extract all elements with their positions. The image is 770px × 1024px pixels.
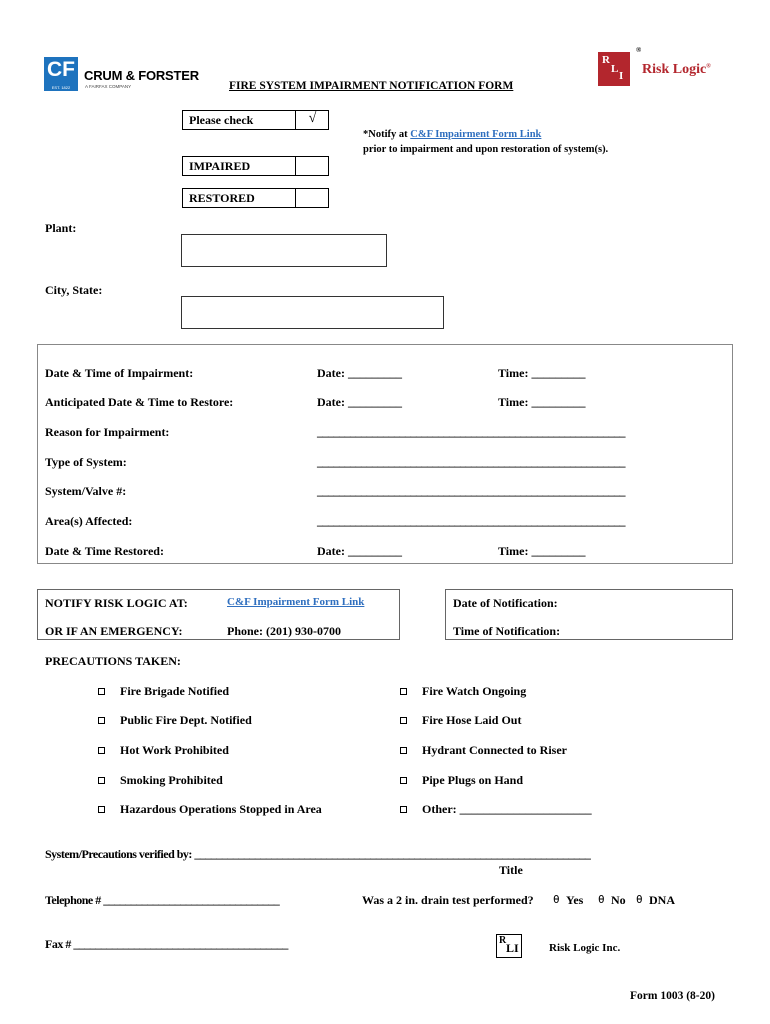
crum-forster-logo-text: CRUM & FORSTER	[84, 68, 199, 83]
restored-datetime-label: Date & Time Restored:	[45, 544, 164, 558]
form-number: Form 1003 (8-20)	[630, 990, 715, 1002]
impairment-date-field[interactable]: Date: _________	[317, 366, 402, 380]
fax-field[interactable]: Fax # _______________________________________	[45, 937, 288, 951]
areas-affected-field[interactable]: ________________________________________________________	[317, 514, 625, 528]
drain-dna-label: DNA	[649, 893, 675, 907]
plant-label: Plant:	[45, 221, 77, 235]
restored-label: RESTORED	[189, 191, 255, 205]
system-valve-field[interactable]: ________________________________________________________	[317, 484, 625, 498]
precautions-title: PRECAUTIONS TAKEN:	[45, 654, 181, 668]
restored-checkbox[interactable]	[295, 188, 329, 208]
precaution-fire-brigade: Fire Brigade Notified	[120, 684, 230, 698]
drain-dna-radio[interactable]: θ	[636, 893, 643, 906]
system-type-label: Type of System:	[45, 455, 127, 469]
precaution-pipe-plugs: Pipe Plugs on Hand	[422, 773, 524, 787]
please-check-label: Please check	[189, 113, 254, 127]
rli-footer-logo: R LI	[496, 934, 522, 958]
crum-forster-est: EST. 1822	[51, 85, 71, 90]
form-title: FIRE SYSTEM IMPAIRMENT NOTIFICATION FORM	[229, 80, 514, 92]
impairment-datetime-label: Date & Time of Impairment:	[45, 366, 194, 380]
restored-row	[182, 188, 329, 208]
risk-logic-registered-mark: ®	[636, 46, 642, 54]
system-type-field[interactable]: ________________________________________________________	[317, 455, 625, 469]
drain-yes-label: Yes	[566, 893, 584, 907]
anticipated-date-field[interactable]: Date: _________	[317, 395, 402, 409]
precaution-checkbox[interactable]	[400, 777, 407, 784]
telephone-field[interactable]: Telephone # ________________________________	[45, 893, 280, 907]
restored-time-field[interactable]: Time: _________	[498, 544, 586, 558]
anticipated-restore-label: Anticipated Date & Time to Restore:	[45, 395, 234, 409]
notify-instruction-cont: prior to impairment and upon restoration of system(s).	[363, 144, 609, 155]
anticipated-time-field[interactable]: Time: _________	[498, 395, 586, 409]
precaution-checkbox[interactable]	[98, 688, 105, 695]
reason-label: Reason for Impairment:	[45, 425, 170, 439]
precaution-fire-watch: Fire Watch Ongoing	[422, 684, 527, 698]
precaution-hazardous-ops: Hazardous Operations Stopped in Area	[120, 802, 322, 816]
company-name: Risk Logic Inc.	[549, 942, 621, 954]
plant-input[interactable]	[181, 234, 387, 267]
drain-no-radio[interactable]: θ	[598, 893, 605, 906]
please-check-row	[182, 110, 329, 130]
drain-test-question: Was a 2 in. drain test performed?	[362, 893, 534, 907]
areas-affected-label: Area(s) Affected:	[45, 514, 133, 528]
precaution-public-fire-dept: Public Fire Dept. Notified	[120, 713, 252, 727]
notify-instruction: *Notify at C&F Impairment Form Link	[363, 129, 542, 140]
notification-time-label: Time of Notification:	[453, 624, 561, 638]
title-caption: Title	[499, 863, 523, 877]
system-valve-label: System/Valve #:	[45, 484, 127, 498]
precaution-hydrant: Hydrant Connected to Riser	[422, 743, 567, 757]
precaution-checkbox[interactable]	[400, 806, 407, 813]
precaution-smoking: Smoking Prohibited	[120, 773, 223, 787]
precaution-checkbox[interactable]	[98, 806, 105, 813]
precaution-other[interactable]: Other: ______________________	[422, 802, 592, 816]
restored-date-field[interactable]: Date: _________	[317, 544, 402, 558]
risk-logic-logo-text: Risk Logic®	[642, 62, 711, 77]
precaution-checkbox[interactable]	[400, 747, 407, 754]
precaution-checkbox[interactable]	[400, 688, 407, 695]
crum-forster-logo-subtitle: A FAIRFAX COMPANY	[85, 84, 132, 89]
notify-form-link[interactable]: C&F Impairment Form Link	[227, 596, 365, 608]
notify-label: NOTIFY RISK LOGIC AT:	[45, 596, 188, 610]
verified-by-field[interactable]: System/Precautions verified by: ________________________________________________________________________	[45, 847, 591, 861]
emergency-phone: Phone: (201) 930-0700	[227, 624, 341, 638]
emergency-label: OR IF AN EMERGENCY:	[45, 624, 183, 638]
impairment-time-field[interactable]: Time: _________	[498, 366, 586, 380]
notification-date-label: Date of Notification:	[453, 596, 558, 610]
drain-no-label: No	[611, 893, 626, 907]
impaired-checkbox[interactable]	[295, 156, 329, 176]
precaution-checkbox[interactable]	[98, 747, 105, 754]
city-state-label: City, State:	[45, 283, 103, 297]
city-state-input[interactable]	[181, 296, 444, 329]
precaution-checkbox[interactable]	[400, 717, 407, 724]
drain-yes-radio[interactable]: θ	[553, 893, 560, 906]
precaution-checkbox[interactable]	[98, 717, 105, 724]
impaired-row	[182, 156, 329, 176]
reason-field[interactable]: ________________________________________________________	[317, 425, 625, 439]
precaution-fire-hose: Fire Hose Laid Out	[422, 713, 522, 727]
notify-link[interactable]: C&F Impairment Form Link	[410, 129, 542, 140]
crum-forster-logo-badge: CF EST. 1822	[44, 57, 78, 91]
risk-logic-logo-badge: R L I	[598, 52, 630, 86]
precaution-checkbox[interactable]	[98, 777, 105, 784]
impaired-label: IMPAIRED	[189, 159, 251, 173]
please-check-checkmark: √	[295, 110, 329, 130]
precaution-hot-work: Hot Work Prohibited	[120, 743, 229, 757]
